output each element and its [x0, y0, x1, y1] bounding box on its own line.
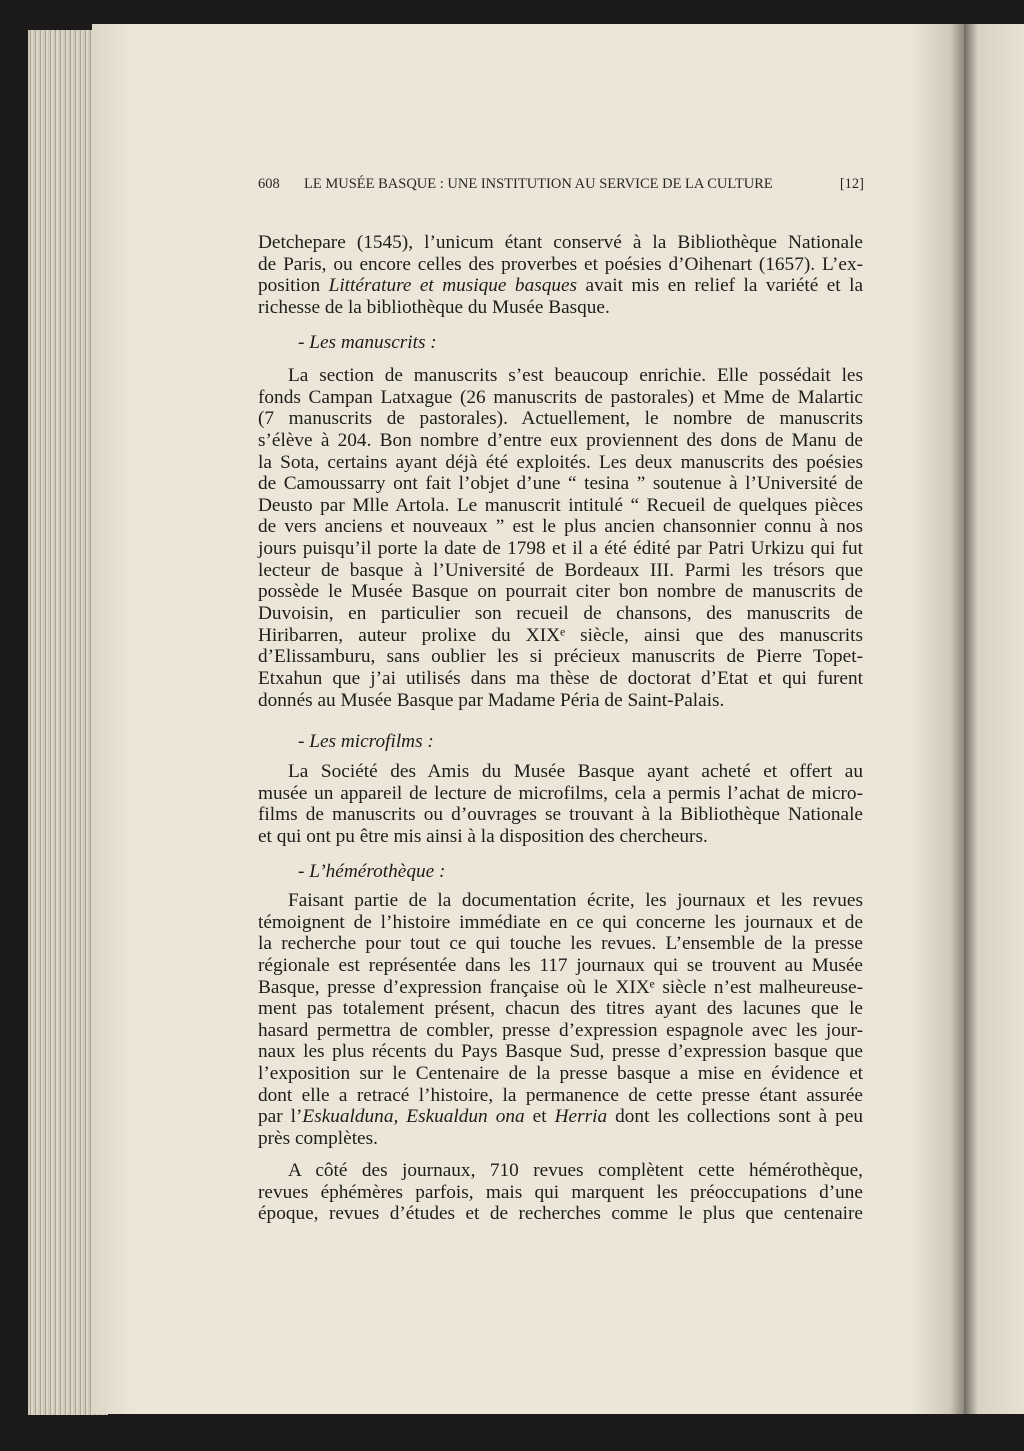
text-line: Basque, presse d’expression française où le XIXᵉ siècle n’est malheureuse-	[258, 976, 863, 998]
text-line: fonds Campan Latxague (26 manuscrits de pastorales) et Mme de Malartic	[258, 386, 863, 408]
text-line: lecteur de basque à l’Université de Bordeaux III. Parmi les trésors que	[258, 559, 863, 581]
text-line: richesse de la bibliothèque du Musée Basque.	[258, 296, 610, 318]
heading-manuscrits	[258, 332, 863, 354]
heading-hemerotheque	[258, 861, 863, 883]
text-line: possède le Musée Basque on pourrait citer bon nombre de manuscrits de	[258, 581, 863, 603]
section-heading: - Les manuscrits :	[298, 332, 437, 353]
text-line: près complètes.	[258, 1128, 378, 1150]
text-line: La section de manuscrits s’est beaucoup enrichie. Elle possédait les	[288, 365, 863, 386]
text-line: naux les plus récents du Pays Basque Sud, presse d’expression basque que	[258, 1041, 863, 1063]
paragraph-intro	[258, 232, 863, 319]
text-line: et qui ont pu être mis ainsi à la disposition des chercheurs.	[258, 825, 708, 847]
text-line: époque, revues d’études et de recherches comme le plus que centenaire	[258, 1203, 863, 1225]
heading-microfilms	[258, 731, 863, 753]
running-title: LE MUSÉE BASQUE : UNE INSTITUTION AU SERVICE DE LA CULTURE	[304, 176, 773, 192]
paragraph-microfilms	[258, 761, 863, 848]
paragraph-hemerotheque	[258, 890, 863, 1150]
text-line: dont elle a retracé l’histoire, la permanence de cette presse étant assurée	[258, 1084, 863, 1106]
text-line: témoignent de l’histoire immédiate en ce qui concerne les journaux et de	[258, 911, 863, 933]
running-header	[258, 176, 864, 193]
text-line: s’élève à 204. Bon nombre d’entre eux proviennent des dons de Manu de	[258, 429, 863, 451]
text-line: (7 manuscrits de pastorales). Actuellement, le nombre de manuscrits	[258, 408, 863, 430]
text-line: de vers anciens et nouveaux ” est le plus ancien chansonnier connu à nos	[258, 516, 863, 538]
text-line: d’Elissamburu, sans oublier les si précieux manuscrits de Pierre Topet-	[258, 646, 863, 668]
text-line: donnés au Musée Basque par Madame Péria de Saint-Palais.	[258, 689, 725, 711]
text-line: Faisant partie de la documentation écrite, les journaux et les revues	[288, 890, 863, 911]
section-heading: - L’hémérothèque :	[298, 861, 446, 882]
text-line: la Sota, certains ayant déjà été exploités. Les deux manuscrits des poésies	[258, 451, 863, 473]
paragraph-manuscrits	[258, 365, 863, 711]
text-line: films de manuscrits ou d’ouvrages se trouvant à la Bibliothèque Nationale	[258, 804, 863, 826]
next-page-edge	[964, 24, 1024, 1414]
text-line: La Société des Amis du Musée Basque ayant acheté et offert au	[288, 761, 863, 782]
text-line: la recherche pour tout ce qui touche les revues. L’ensemble de la presse	[258, 933, 863, 955]
text-line: de Paris, ou encore celles des proverbes et poésies d’Oihenart (1657). L’ex-	[258, 253, 863, 275]
text-line: l’exposition sur le Centenaire de la presse basque a mise en évidence et	[258, 1063, 863, 1085]
text-line: Detchepare (1545), l’unicum étant conservé à la Bibliothèque Nationale	[258, 232, 863, 253]
text-line: Deusto par Mlle Artola. Le manuscrit intitulé “ Recueil de quelques pièces	[258, 494, 863, 516]
text-line: jours puisqu’il porte la date de 1798 et il a été édité par Patri Urkizu qui fut	[258, 538, 863, 560]
text-line: de Camoussarry ont fait l’objet d’une “ tesina ” soutenue à l’Université de	[258, 473, 863, 495]
text-line: revues éphémères parfois, mais qui marquent les préoccupations d’une	[258, 1181, 863, 1203]
text-line: Hiribarren, auteur prolixe du XIXᵉ siècle, ainsi que des manuscrits	[258, 624, 863, 646]
text-line: position Littérature et musique basques avait mis en relief la variété et la	[258, 275, 864, 297]
text-line: régionale est représentée dans les 117 journaux qui se trouvent au Musée	[258, 954, 863, 976]
section-heading: - Les microfilms :	[298, 731, 434, 752]
text-line: A côté des journaux, 710 revues complètent cette hémérothèque,	[288, 1160, 863, 1181]
text-line: Duvoisin, en particulier son recueil de chansons, des manuscrits de	[258, 603, 863, 625]
paragraph-revues	[258, 1160, 863, 1225]
text-line: hasard permettra de combler, presse d’expression espagnole avec les jour-	[258, 1019, 863, 1041]
text-line: par l’Eskualduna, Eskualdun ona et Herria dont les collections sont à peu	[258, 1106, 864, 1128]
text-line: Etxahun que j’ai utilisés dans ma thèse de doctorat d’Etat et qui furent	[258, 667, 863, 689]
text-line: musée un appareil de lecture de microfilms, cela a permis l’achat de micro-	[258, 782, 863, 804]
section-marker: [12]	[839, 176, 864, 192]
page-number: 608	[258, 176, 280, 192]
text-line: ment pas totalement présent, chacun des titres ayant des lacunes que le	[258, 998, 863, 1020]
